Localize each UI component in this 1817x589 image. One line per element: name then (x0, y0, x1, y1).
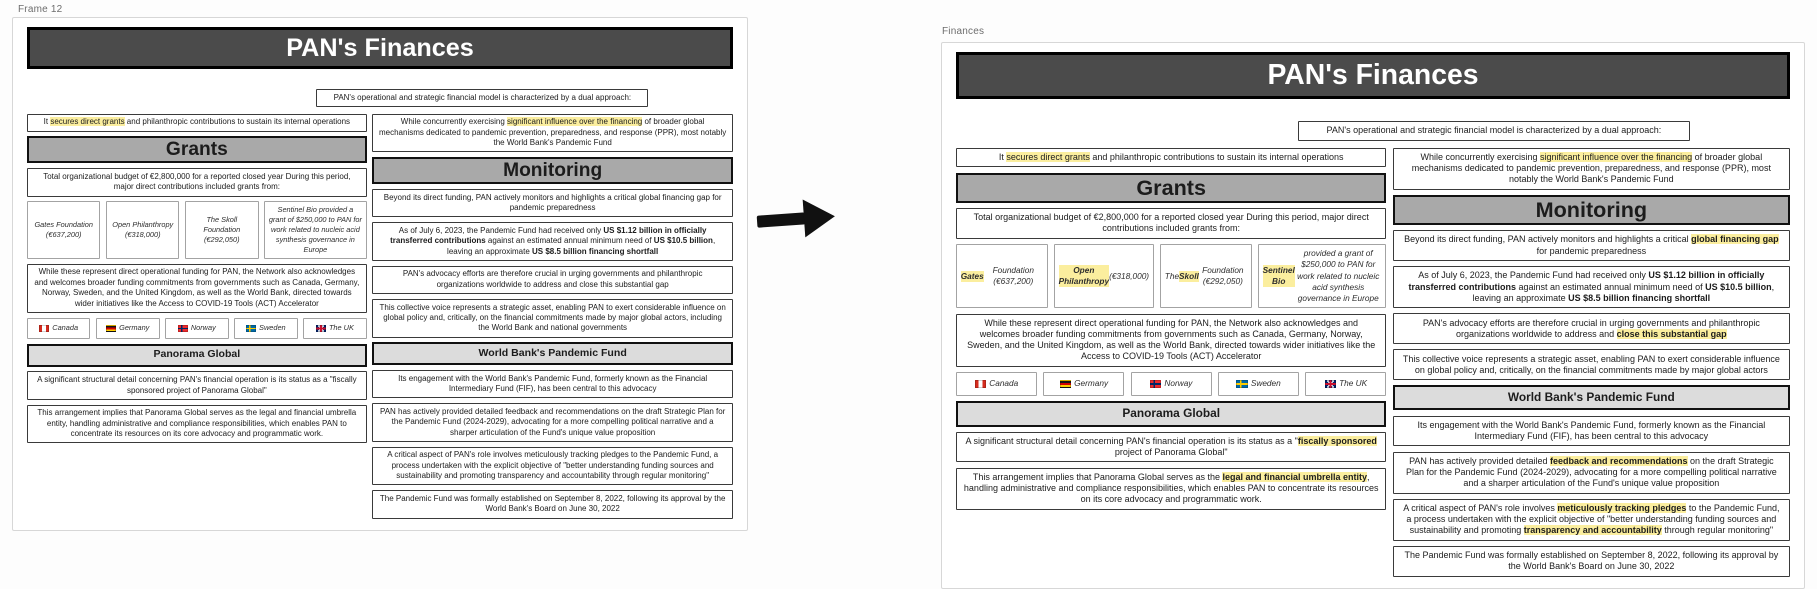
country-sweden-box (1218, 372, 1299, 396)
sweden-flag-icon (246, 325, 256, 332)
panel-title: PAN's Finances (27, 27, 733, 69)
frame-label-left[interactable]: Frame 12 (18, 4, 63, 15)
budget-box: Total organizational budget of €2,800,000 for a reported closed year During this period, major direct contributions included grants from: (27, 168, 367, 196)
country-label: Germany (1074, 379, 1109, 389)
right-arrow-bar (757, 212, 806, 227)
pandemic-fund-header: World Bank's Pandemic Fund (372, 342, 733, 365)
country-label: Sweden (259, 323, 286, 333)
grants-column (956, 148, 1386, 510)
norway-flag-icon (178, 325, 188, 332)
funder-gates-box: Gates Foundation (€637,200) (27, 201, 100, 258)
grants-column (27, 114, 367, 444)
grants-lead-box: It secures direct grants and philanthropic contributions to sustain its internal operations (27, 114, 367, 132)
right-arrow-icon[interactable] (756, 197, 836, 240)
country-germany-box (96, 318, 159, 339)
country-label: Sweden (1250, 379, 1281, 389)
strategic-plan-feedback-box: PAN has actively provided detailed feedback and recommendations on the draft Strategic Plan for the Pandemic Fund (2024-2029), advocating for a more compelling political narrative and a sharper articulation of the Fund's unique value proposition (1393, 452, 1790, 494)
fif-engagement-box: Its engagement with the World Bank's Pandemic Fund, formerly known as the Financial Intermediary Fund (FIF), has been central to this advocacy (372, 370, 733, 398)
country-uk-box (1305, 372, 1386, 396)
advocacy-efforts-box: PAN's advocacy efforts are therefore crucial in urging governments and philanthropic organizations worldwide to address and close this substantial gap (1393, 313, 1790, 344)
monitoring-lead-box: While concurrently exercising significant influence over the financing of broader global mechanisms dedicated to pandemic prevention, preparedness, and response (PPR), most notably the World Bank's Pandemic Fund (372, 114, 733, 153)
sweden-flag-icon (1236, 380, 1247, 388)
country-label: Canada (989, 379, 1019, 389)
monitoring-header: Monitoring (372, 157, 733, 184)
country-canada-box (27, 318, 90, 339)
funder-sentinel-bio-box: Sentinel Bio provided a grant of $250,000 to PAN for work related to nucleic acid synthesis governance in Europe (264, 201, 367, 258)
country-uk-box (303, 318, 366, 339)
budget-box: Total organizational budget of €2,800,000 for a reported closed year During this period, major direct contributions included grants from: (956, 208, 1386, 239)
advocacy-efforts-box: PAN's advocacy efforts are therefore crucial in urging governments and philanthropic organizations worldwide to address and close this substantial gap (372, 266, 733, 294)
canada-flag-icon (39, 325, 49, 332)
financing-gap-box: Beyond its direct funding, PAN actively monitors and highlights a critical global financing gap for pandemic preparedness (1393, 230, 1790, 261)
funder-open-philanthropy-box: Open Philanthropy (€318,000) (106, 201, 179, 258)
country-label: Norway (1164, 379, 1193, 389)
fund-established-box: The Pandemic Fund was formally established on September 8, 2022, following its approval by the World Bank's Board on June 30, 2022 (1393, 546, 1790, 577)
country-sweden-box (234, 318, 297, 339)
funder-gates-box: Gates Foundation (€637,200) (956, 244, 1048, 308)
funder-skoll-box: The Skoll Foundation (€292,050) (1160, 244, 1252, 308)
monitoring-lead-box: While concurrently exercising significant influence over the financing of broader global mechanisms dedicated to pandemic prevention, preparedness, and response (PPR), most notably the World Bank's Pandemic Fund (1393, 148, 1790, 190)
fund-contributions-box: As of July 6, 2023, the Pandemic Fund had received only US $1.12 billion in officially transferred contributions against an estimated annual minimum need of US $10.5 billion, leaving an approximate US $8.5 billion financing shortfall (1393, 266, 1790, 308)
country-label: Norway (190, 323, 216, 333)
panorama-status-box: A significant structural detail concerning PAN's financial operation is its status as a "fiscally sponsored project of Panorama Global" (27, 371, 367, 399)
funder-skoll-box: The Skoll Foundation (€292,050) (185, 201, 258, 258)
uk-flag-icon (1325, 380, 1336, 388)
funder-open-philanthropy-box: Open Philanthropy (€318,000) (1054, 244, 1154, 308)
panorama-global-header: Panorama Global (956, 401, 1386, 426)
pandemic-fund-header: World Bank's Pandemic Fund (1393, 385, 1790, 410)
funders-row (27, 201, 367, 258)
country-label: The UK (328, 323, 354, 333)
country-norway-box (165, 318, 228, 339)
finances-panel-draft[interactable] (12, 17, 748, 531)
collective-voice-box: This collective voice represents a strategic asset, enabling PAN to exert considerable influence on global policy and, critically, on the financial commitments made by major global actors, including the World Bank and national governments (372, 299, 733, 338)
monitoring-column (372, 114, 733, 519)
country-germany-box (1043, 372, 1124, 396)
fif-engagement-box: Its engagement with the World Bank's Pandemic Fund, formerly known as the Financial Intermediary Fund (FIF), has been central to this advocacy (1393, 416, 1790, 447)
monitoring-column (1393, 148, 1790, 577)
countries-row (956, 372, 1386, 396)
uk-flag-icon (316, 325, 326, 332)
monitoring-header: Monitoring (1393, 195, 1790, 225)
panorama-global-header: Panorama Global (27, 344, 367, 367)
panel-title: PAN's Finances (956, 52, 1790, 99)
intro-box: PAN's operational and strategic financial model is characterized by a dual approach: (1298, 121, 1690, 140)
fund-contributions-box: As of July 6, 2023, the Pandemic Fund had received only US $1.12 billion in officially transferred contributions against an estimated annual minimum need of US $10.5 billion, leaving an approximate US $8.5 billion financing shortfall (372, 222, 733, 261)
country-label: The UK (1339, 379, 1368, 389)
intro-box: PAN's operational and strategic financial model is characterized by a dual approach: (316, 89, 648, 107)
germany-flag-icon (106, 325, 116, 332)
country-label: Canada (52, 323, 79, 333)
funder-sentinel-bio-box: Sentinel Bio provided a grant of $250,000 to PAN for work related to nucleic acid synthesis governance in Europe (1258, 244, 1386, 308)
panorama-status-box: A significant structural detail concerning PAN's financial operation is its status as a "fiscally sponsored project of Panorama Global" (956, 432, 1386, 463)
pledge-tracking-box: A critical aspect of PAN's role involves meticulously tracking pledges to the Pandemic Fund, a process undertaken with the explicit objective of "better understanding funding sources and sustainability and promoting transparency and accountability through regular monitoring" (372, 447, 733, 486)
country-label: Germany (119, 323, 150, 333)
grants-header: Grants (956, 173, 1386, 203)
panorama-arrangement-box: This arrangement implies that Panorama Global serves as the legal and financial umbrella entity, handling administrative and compliance responsibilities, which enables PAN to concentrate its resources on its core advocacy and programmatic work. (956, 468, 1386, 510)
fund-established-box: The Pandemic Fund was formally established on September 8, 2022, following its approval by the World Bank's Board on June 30, 2022 (372, 490, 733, 518)
panorama-arrangement-box: This arrangement implies that Panorama Global serves as the legal and financial umbrella entity, handling administrative and compliance responsibilities, which enables PAN to concentrate its resources on its core advocacy and programmatic work. (27, 405, 367, 444)
strategic-plan-feedback-box: PAN has actively provided detailed feedback and recommendations on the draft Strategic Plan for the Pandemic Fund (2024-2029), advocating for a more compelling political narrative and a sharper articulation of the Fund's unique value proposition (372, 403, 733, 442)
norway-flag-icon (1150, 380, 1161, 388)
frame-label-right[interactable]: Finances (942, 26, 985, 37)
germany-flag-icon (1060, 380, 1071, 388)
finances-panel-final[interactable] (941, 42, 1805, 589)
financing-gap-box: Beyond its direct funding, PAN actively monitors and highlights a critical global financing gap for pandemic preparedness (372, 189, 733, 217)
country-canada-box (956, 372, 1037, 396)
grants-lead-box: It secures direct grants and philanthropic contributions to sustain its internal operations (956, 148, 1386, 167)
grants-header: Grants (27, 136, 367, 163)
funders-row (956, 244, 1386, 308)
canada-flag-icon (975, 380, 986, 388)
country-norway-box (1131, 372, 1212, 396)
government-funding-box: While these represent direct operational funding for PAN, the Network also acknowledges and welcomes broader funding commitments from governments such as Canada, Germany, Norway, Sweden, and the United Kingdom, as well as the World Bank, directed towards wider initiatives like the Access to COVID-19 Tools (ACT) Accelerator (27, 264, 367, 313)
pledge-tracking-box: A critical aspect of PAN's role involves meticulously tracking pledges to the Pandemic Fund, a process undertaken with the explicit objective of "better understanding funding sources and sustainability and promoting transparency and accountability through regular monitoring" (1393, 499, 1790, 541)
collective-voice-box: This collective voice represents a strategic asset, enabling PAN to exert considerable influence on global policy and, critically, on the financial commitments made by major global actors (1393, 349, 1790, 380)
government-funding-box: While these represent direct operational funding for PAN, the Network also acknowledges and welcomes broader funding commitments from governments such as Canada, Germany, Norway, Sweden, and the United Kingdom, as well as the World Bank, directed towards wider initiatives like the Access to COVID-19 Tools (ACT) Accelerator (956, 314, 1386, 367)
right-arrow-head (803, 197, 837, 237)
countries-row (27, 318, 367, 339)
